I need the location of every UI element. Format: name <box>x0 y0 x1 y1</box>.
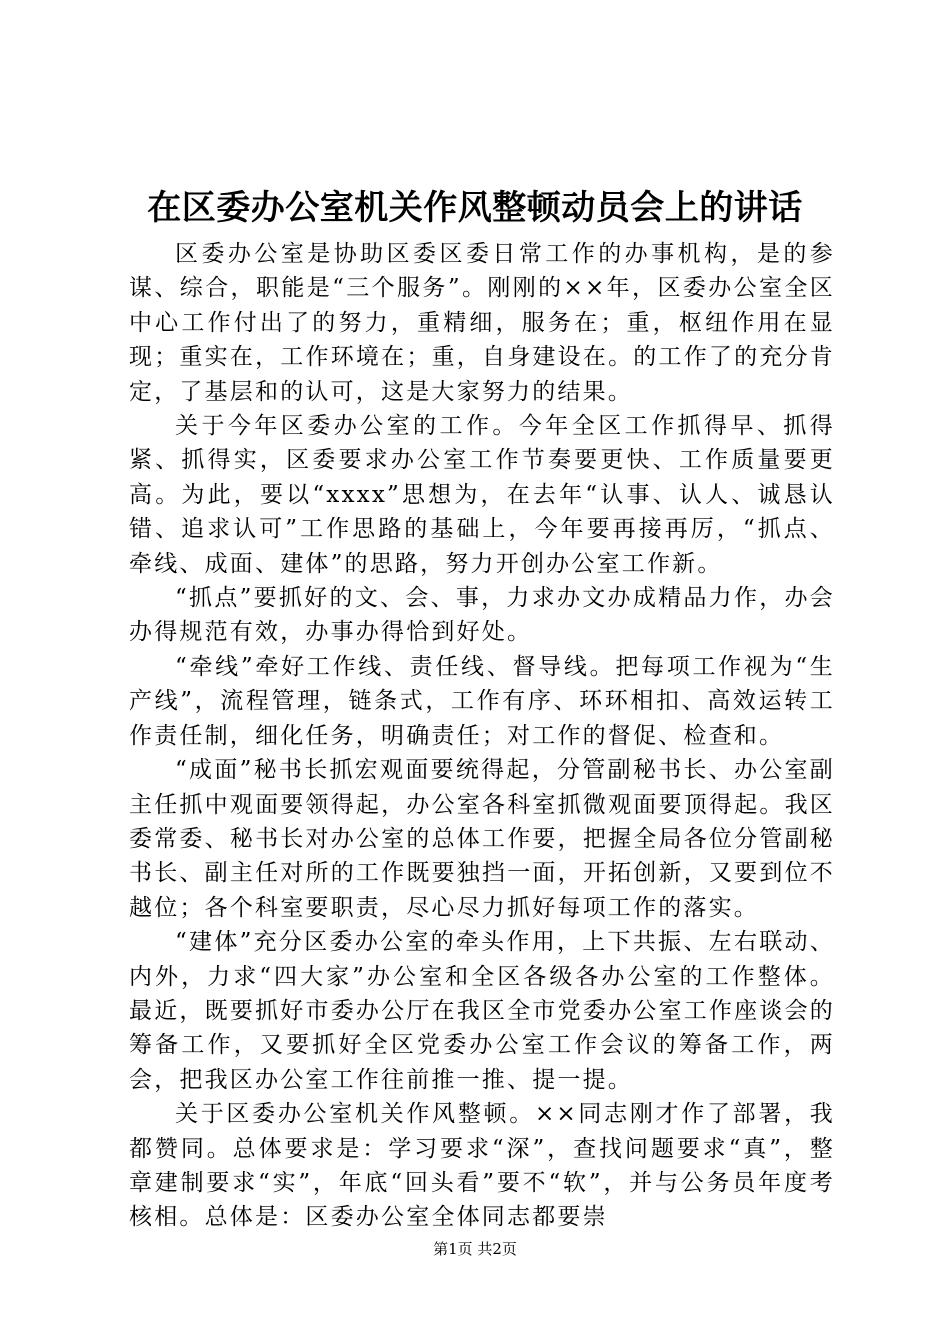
page-number-footer: 第1页 共2页 <box>433 1240 517 1258</box>
document-body <box>129 237 835 1235</box>
paragraph: “建体”充分区委办公室的牵头作用，上下共振、左右联动、内外，力求“四大家”办公室和全区各级各办公室的工作整体。最近，既要抓好市委办公厅在我区全市党委办公室工作座谈会的筹备工作，又要抓好全区党委办公室工作会议的筹备工作，两会，把我区办公室工作往前推一推、提一提。 <box>129 929 835 1093</box>
paragraph: 关于今年区委办公室的工作。今年全区工作抓得早、抓得紧、抓得实，区委要求办公室工作节奏要更快、工作质量要更高。为此，要以“xxxx”思想为，在去年“认事、认人、诚恳认错、追求认可”工作思路的基础上，今年要再接再厉，“抓点、牵线、成面、建体”的思路，努力开创办公室工作新。 <box>129 413 835 577</box>
document-title: 在区委办公室机关作风整顿动员会上的讲话 <box>147 188 803 228</box>
paragraph: “牵线”牵好工作线、责任线、督导线。把每项工作视为“生产线”，流程管理，链条式，工作有序、环环相扣、高效运转工作责任制，细化任务，明确责任；对工作的督促、检查和。 <box>129 653 835 749</box>
paragraph: 关于区委办公室机关作风整顿。××同志刚才作了部署，我都赞同。总体要求是：学习要求“深”，查找问题要求“真”，整章建制要求“实”，年底“回头看”要不“软”，并与公务员年度考核相。总体是：区委办公室全体同志都要崇 <box>129 1101 835 1231</box>
paragraph: 区委办公室是协助区委区委日常工作的办事机构，是的参谋、综合，职能是“三个服务”。刚刚的××年，区委办公室全区中心工作付出了的努力，重精细，服务在；重，枢纽作用在显现；重实在，工作环境在；重，自身建设在。的工作了的充分肯定，了基层和的认可，这是大家努力的结果。 <box>129 241 835 405</box>
paragraph: “成面”秘书长抓宏观面要统得起，分管副秘书长、办公室副主任抓中观面要领得起，办公室各科室抓微观面要顶得起。我区委常委、秘书长对办公室的总体工作要，把握全局各位分管副秘书长、副主任对所的工作既要独挡一面，开拓创新，又要到位不越位；各个科室要职责，尽心尽力抓好每项工作的落实。 <box>129 757 835 921</box>
paragraph: “抓点”要抓好的文、会、事，力求办文办成精品力作，办会办得规范有效，办事办得恰到好处。 <box>129 585 835 646</box>
